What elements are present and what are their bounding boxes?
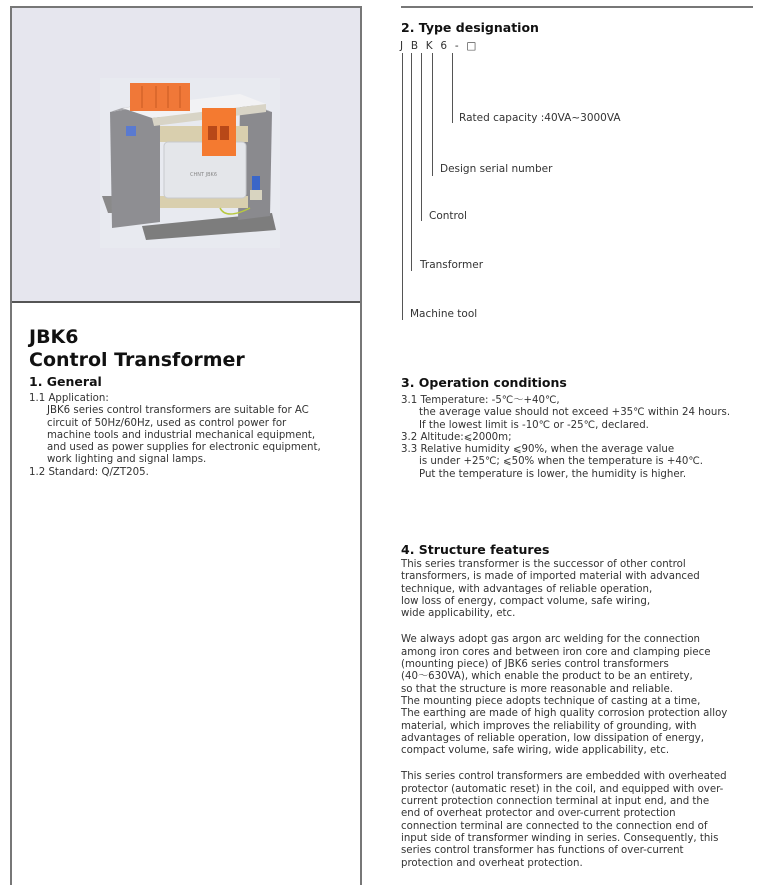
designation-label-control: Control (429, 210, 467, 222)
structure-paragraph: We always adopt gas argon arc welding for the connection among iron cores and between iron core and clamping piece (mounting piece) of JBK6 series control transformers (40～630VA), which enable the product to be an entirety, so that the structure is more reasonable and reliable. The mounting piece adopts technique of casting at a time, The earthing are made of high quality corrosion protection alloy material, which improves the reliability of grounding, with advantages of reliable operation, low dissipation of energy, compact volume, safe wiring, wide applicability, etc. (401, 634, 728, 757)
core-left (110, 104, 160, 228)
type-code: J B K 6 - □ (400, 40, 479, 52)
section-structure-heading: 4. Structure features (401, 542, 550, 557)
terminal-block-rear (130, 83, 190, 111)
section-operation-body: 3.1 Temperature: -5℃～+40℃, the average value should not exceed +35℃ within 24 hours. If the lowest limit is -10℃ or -25℃, declared. 3.2 Altitude:⩽2000m; 3.3 Relative humidity ⩽90%, when the average value is under +25℃; ⩽50% when the temperature is +40℃. Put the temperature is lower, the humidity is higher. (401, 395, 761, 481)
structure-paragraph: This series transformer is the successor of other control transformers, is made of imported material with advanced technique, with advantages of reliable operation, low loss of energy, compact volume, safe wiring, wide applicability, etc. (401, 559, 700, 620)
designation-line-6 (432, 53, 433, 176)
designation-label-capacity: Rated capacity :40VA~3000VA (459, 112, 621, 124)
designation-line-j (402, 53, 403, 320)
general-item-text: JBK6 series control transformers are suitable for AC circuit of 50Hz/60Hz, used as control power for machine tools and industrial mechanical equipment, and used as power supplies for electronic equipment, work lighting and signal lamps. (47, 405, 321, 466)
product-title (29, 326, 245, 372)
designation-line-capacity (452, 53, 453, 123)
operation-item: 3.1 Temperature: -5℃～+40℃, (401, 395, 560, 406)
designation-label-serial: Design serial number (440, 163, 553, 175)
product-photo (12, 8, 360, 303)
general-item: 1.1 Application: (29, 393, 109, 404)
ground-terminal (252, 176, 260, 190)
section-operation-heading: 3. Operation conditions (401, 375, 567, 390)
terminal-block-front (202, 108, 236, 156)
structure-paragraph: This series control transformers are embedded with overheated protector (automatic reset) in the coil, and equipped with over- current protection connection terminal at input end, and the end of overheat protector and over-current protection connection terminal are connected to the connection end of input side of transformer winding in series. Consequently, this series control transformer has functions of over-current protection and overheat protection. (401, 771, 727, 869)
transformer-illustration (12, 8, 360, 301)
product-model: JBK6 (29, 326, 79, 348)
svg-text:CHNT JBK6: CHNT JBK6 (190, 172, 217, 178)
designation-label-machine-tool: Machine tool (410, 308, 478, 320)
section-structure-body (401, 559, 761, 870)
designation-line-k (421, 53, 422, 221)
product-name: Control Transformer (29, 349, 245, 371)
operation-item: 3.3 Relative humidity ⩽90%, when the average value (401, 444, 675, 456)
general-item: 1.2 Standard: Q/ZT205. (29, 466, 149, 478)
operation-item: 3.2 Altitude:⩽2000m; (401, 431, 512, 443)
section-general-heading: 1. General (29, 374, 102, 389)
left-column (10, 6, 362, 885)
designation-line-b (411, 53, 412, 271)
section-general-body (29, 393, 359, 479)
top-divider (401, 6, 753, 8)
section-type-designation-heading: 2. Type designation (401, 20, 539, 35)
designation-label-transformer: Transformer (420, 259, 484, 271)
